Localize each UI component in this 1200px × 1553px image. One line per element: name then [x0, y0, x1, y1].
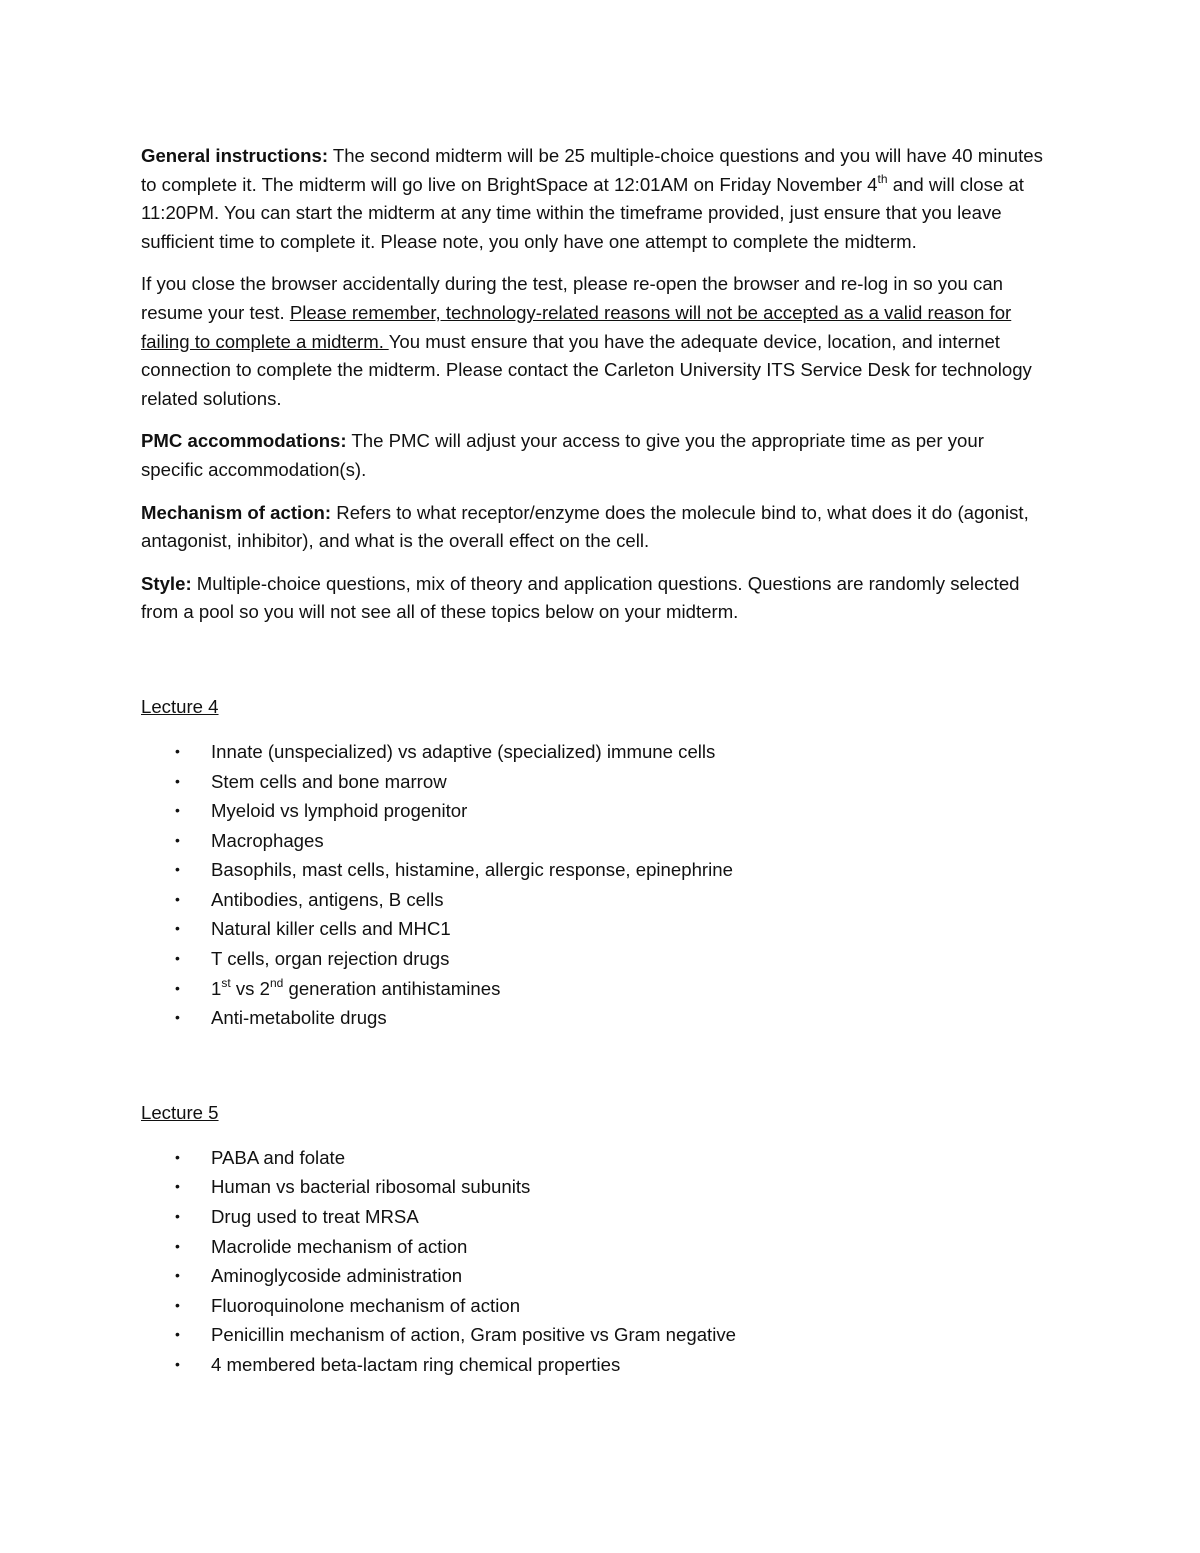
bullet-icon: •	[175, 1356, 180, 1372]
general-instructions-paragraph	[141, 142, 1050, 256]
bullet-icon: •	[175, 1148, 180, 1165]
lecture-4-title: Lecture 4	[141, 695, 219, 717]
list-item: • Penicillin mechanism of action, Gram positive vs Gram negative	[141, 1320, 1050, 1350]
pmc-text: The PMC will adjust your access to give you the appropriate time as per your specific accommodation(s).	[141, 430, 984, 480]
pmc-paragraph	[141, 427, 1050, 484]
list-item: • Drug used to treat MRSA	[141, 1202, 1050, 1232]
general-instructions-sup: th	[877, 171, 888, 186]
list-item: • Fluoroquinolone mechanism of action	[141, 1291, 1050, 1321]
mechanism-text: Refers to what receptor/enzyme does the molecule bind to, what does it do (agonist, antagonist, inhibitor), and what is the overall effect on the cell.	[141, 501, 1029, 552]
style-label: Style:	[141, 572, 192, 594]
list-item: • Natural killer cells and MHC1	[141, 914, 1050, 944]
browser-text-a: If you close the browser accidentally during the test, please re-open the browser and re-log in so you can resume your test.	[141, 273, 1003, 323]
bullet-icon: •	[175, 1208, 180, 1225]
browser-warning-underlined: Please remember, technology-related reasons will not be accepted as a valid reason for failing to complete a midterm.	[141, 301, 1012, 352]
general-instructions-text-b: and will close at 11:20PM. You can start the midterm at any time within the timeframe provided, just ensure that you leave sufficient time to complete it. Please note, you only have one attempt to complete the midterm.	[141, 173, 1024, 252]
bullet-icon: •	[175, 1237, 180, 1254]
list-item: • Macrophages	[141, 826, 1050, 856]
bullet-icon: •	[175, 1178, 180, 1195]
bullet-icon: •	[175, 890, 180, 907]
list-item: • 4 membered beta-lactam ring chemical properties	[141, 1350, 1050, 1380]
lecture-5-list	[141, 1143, 1050, 1380]
general-instructions-label: General instructions:	[141, 145, 329, 166]
list-item: • T cells, organ rejection drugs	[141, 944, 1050, 974]
bullet-icon: •	[175, 950, 180, 967]
bullet-icon: •	[175, 802, 180, 819]
list-item: • Human vs bacterial ribosomal subunits	[141, 1172, 1050, 1202]
list-item: • Aminoglycoside administration	[141, 1261, 1050, 1291]
style-text: Multiple-choice questions, mix of theory and application questions. Questions are randomly selected from a pool so you will not see all of these topics below on your midterm.	[141, 572, 1020, 623]
style-paragraph	[141, 570, 1050, 627]
list-item: • Antibodies, antigens, B cells	[141, 885, 1050, 915]
list-item: • Macrolide mechanism of action	[141, 1232, 1050, 1262]
bullet-icon: •	[175, 1296, 180, 1313]
list-item: • Innate (unspecialized) vs adaptive (specialized) immune cells	[141, 737, 1050, 767]
list-item: • Anti-metabolite drugs	[141, 1003, 1050, 1033]
list-item: • PABA and folate	[141, 1143, 1050, 1173]
browser-text-b: You must ensure that you have the adequate device, location, and internet connection to complete the midterm. Please contact the Carleton University ITS Service Desk for technology related solutions.	[141, 330, 1032, 409]
bullet-icon: •	[175, 1267, 180, 1284]
bullet-icon: •	[175, 742, 180, 759]
list-item: • Stem cells and bone marrow	[141, 767, 1050, 797]
bullet-icon: •	[175, 861, 180, 878]
list-item: • Myeloid vs lymphoid progenitor	[141, 796, 1050, 826]
bullet-icon: •	[175, 772, 180, 789]
bullet-icon: •	[175, 979, 180, 996]
bullet-icon: •	[175, 831, 180, 848]
general-instructions-text-a: The second midterm will be 25 multiple-choice questions and you will have 40 minutes to complete it. The midterm will go live on BrightSpace at 12:01AM on Friday November 4	[141, 145, 1043, 195]
lecture-5-title: Lecture 5	[141, 1101, 219, 1123]
list-item: • Basophils, mast cells, histamine, allergic response, epinephrine	[141, 855, 1050, 885]
mechanism-label: Mechanism of action:	[141, 501, 332, 523]
bullet-icon: •	[175, 1009, 180, 1026]
pmc-label: PMC accommodations:	[141, 430, 347, 452]
lecture-4-list	[141, 737, 1050, 1033]
bullet-icon: •	[175, 920, 180, 937]
browser-paragraph	[141, 270, 1050, 413]
list-item: • 1st vs 2nd generation antihistamines	[141, 974, 1050, 1004]
mechanism-paragraph	[141, 499, 1050, 556]
bullet-icon: •	[175, 1326, 180, 1343]
